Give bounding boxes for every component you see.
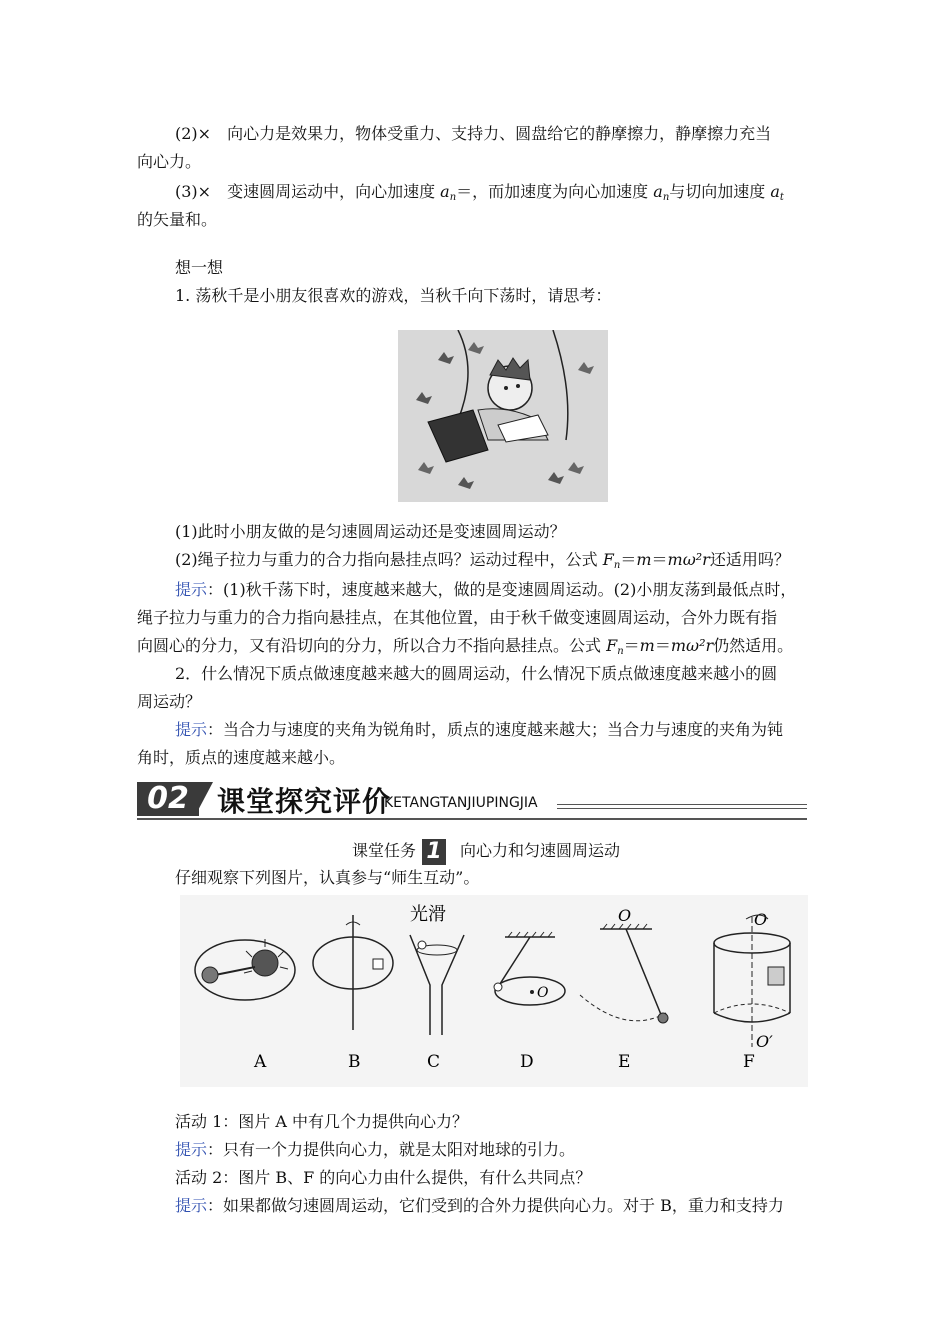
answer-1-line3: 向圆心的分力，又有沿切向的分力，所以合力不指向悬挂点。公式 $F_n=m=m\omega^2r$仍然适用。 [137,636,794,657]
physics-figures [180,895,808,1087]
hint-1: 提示：只有一个力提供向心力，就是太阳对地球的引力。 [175,1140,576,1159]
question-1: 1. 荡秋千是小朋友很喜欢的游戏，当秋千向下荡时，请思考： [175,286,612,305]
svg-text:O: O [754,910,768,929]
section-number: 02 [137,782,199,816]
svg-text:E: E [618,1052,631,1072]
activity-1: 活动 1：图片 A 中有几个力提供向心力？ [175,1112,468,1131]
task-number: 1 [422,839,446,865]
svg-text:O: O [537,985,549,1001]
answer-2b-line2: 角时，质点的速度越来越小。 [137,748,346,767]
figures-intro: 仔细观察下列图片，认真参与“师生互动”。 [175,868,480,887]
question-2-line2: 周运动？ [137,692,202,711]
answer-3-line1: (3)× 变速圆周运动中，向心加速度 $a_n=$，而加速度为向心加速度 $a_n$与切向加速度 $a_t$ [175,182,784,203]
smooth-label: 光滑 [410,904,446,925]
answer-3-line2: 的矢量和。 [137,210,218,229]
answer-1-line2: 绳子拉力与重力的合力指向悬挂点，在其他位置，由于秋千做变速圆周运动，合外力既有指 [137,608,778,627]
task-title: 向心力和匀速圆周运动 [460,841,621,860]
section-banner [137,778,807,820]
svg-text:D: D [520,1052,534,1072]
svg-text:B: B [348,1052,361,1072]
think-heading: 想一想 [175,258,224,277]
question-2-line1: 2．什么情况下质点做速度越来越大的圆周运动，什么情况下质点做速度越来越小的圆 [175,664,778,683]
question-1-2: (2)绳子拉力与重力的合力指向悬挂点吗？运动过程中，公式 $F_n=m=m\omega^2r$还适用吗？ [175,550,790,571]
svg-text:F: F [743,1052,755,1072]
swing-illustration [398,330,608,502]
answer-1-line1: 提示：(1)秋千荡下时，速度越来越大，做的是变速圆周运动。(2)小朋友荡到最低点时， [175,580,797,599]
svg-text:O: O [618,906,632,925]
task-heading [352,838,620,865]
task-prefix: 课堂任务 [352,841,417,860]
svg-text:O′: O′ [756,1032,773,1051]
svg-text:A: A [254,1052,267,1072]
section-subtitle: KETANGTANJIUPINGJIA [384,795,538,811]
answer-2-line2: 向心力。 [137,152,202,171]
question-1-1: (1)此时小朋友做的是匀速圆周运动还是变速圆周运动？ [175,522,566,541]
hint-2: 提示：如果都做匀速圆周运动，它们受到的合外力提供向心力。对于 B，重力和支持力 [175,1196,784,1215]
section-title: 课堂探究评价 [217,785,392,818]
answer-2b-line1: 提示：当合力与速度的夹角为锐角时，质点的速度越来越大；当合力与速度的夹角为钝 [175,720,784,739]
activity-2: 活动 2：图片 B、F 的向心力由什么提供，有什么共同点？ [175,1168,592,1187]
svg-text:C: C [427,1052,441,1072]
answer-2-line1: (2)× 向心力是效果力，物体受重力、支持力、圆盘给它的静摩擦力，静摩擦力充当 [175,124,772,143]
